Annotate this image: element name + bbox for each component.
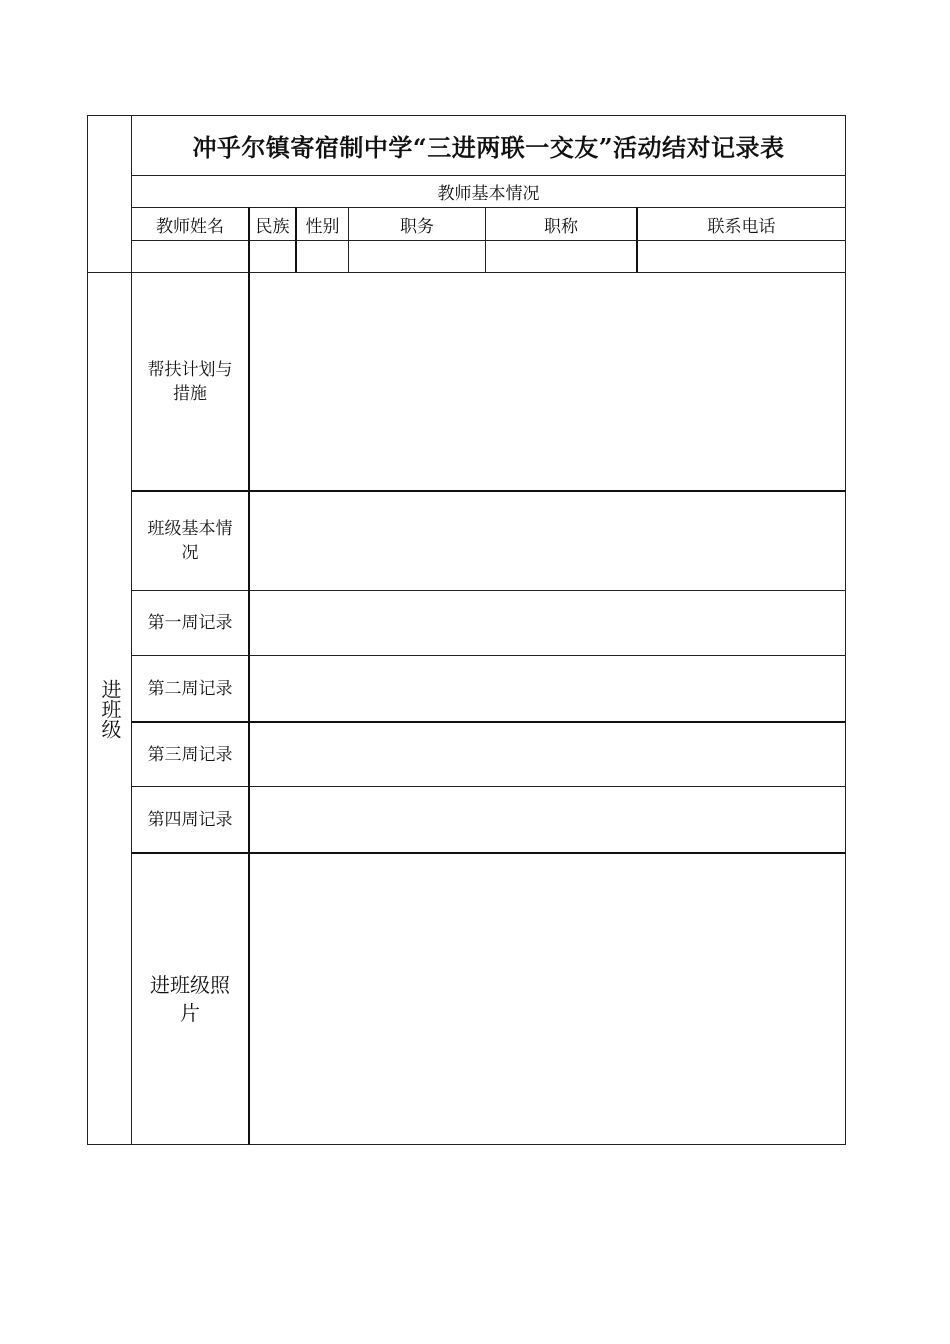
row-label-week3: 第三周记录 — [131, 721, 249, 787]
col-rank: 职称 — [485, 207, 637, 241]
row-label-week2: 第二周记录 — [131, 655, 249, 722]
field-gender[interactable] — [295, 240, 349, 273]
field-week3[interactable] — [248, 721, 846, 787]
form-title: 冲乎尔镇寄宿制中学“三进两联一交友”活动结对记录表 — [131, 115, 846, 176]
record-form — [87, 115, 846, 1145]
row-label-plan: 帮扶计划与措施 — [131, 272, 249, 491]
col-phone: 联系电话 — [636, 207, 846, 241]
field-week2[interactable] — [248, 655, 846, 722]
field-rank[interactable] — [485, 240, 637, 273]
field-ethnicity[interactable] — [248, 240, 296, 273]
field-teacher-name[interactable] — [131, 240, 249, 273]
side-label: 进班级 — [87, 272, 132, 1145]
field-plan[interactable] — [248, 272, 846, 491]
col-ethnicity: 民族 — [248, 207, 296, 241]
field-week1[interactable] — [248, 590, 846, 656]
row-label-class-info: 班级基本情况 — [131, 490, 249, 591]
row-label-week1: 第一周记录 — [131, 590, 249, 656]
field-photos[interactable] — [248, 852, 846, 1145]
col-teacher-name: 教师姓名 — [131, 207, 249, 241]
corner-cell — [87, 115, 132, 273]
col-position: 职务 — [348, 207, 486, 241]
row-label-week4: 第四周记录 — [131, 786, 249, 853]
field-position[interactable] — [348, 240, 486, 273]
row-label-photos: 进班级照片 — [131, 852, 249, 1145]
field-class-info[interactable] — [248, 490, 846, 591]
col-gender: 性别 — [295, 207, 349, 241]
teacher-section-header: 教师基本情况 — [131, 175, 846, 208]
field-week4[interactable] — [248, 786, 846, 853]
field-phone[interactable] — [636, 240, 846, 273]
